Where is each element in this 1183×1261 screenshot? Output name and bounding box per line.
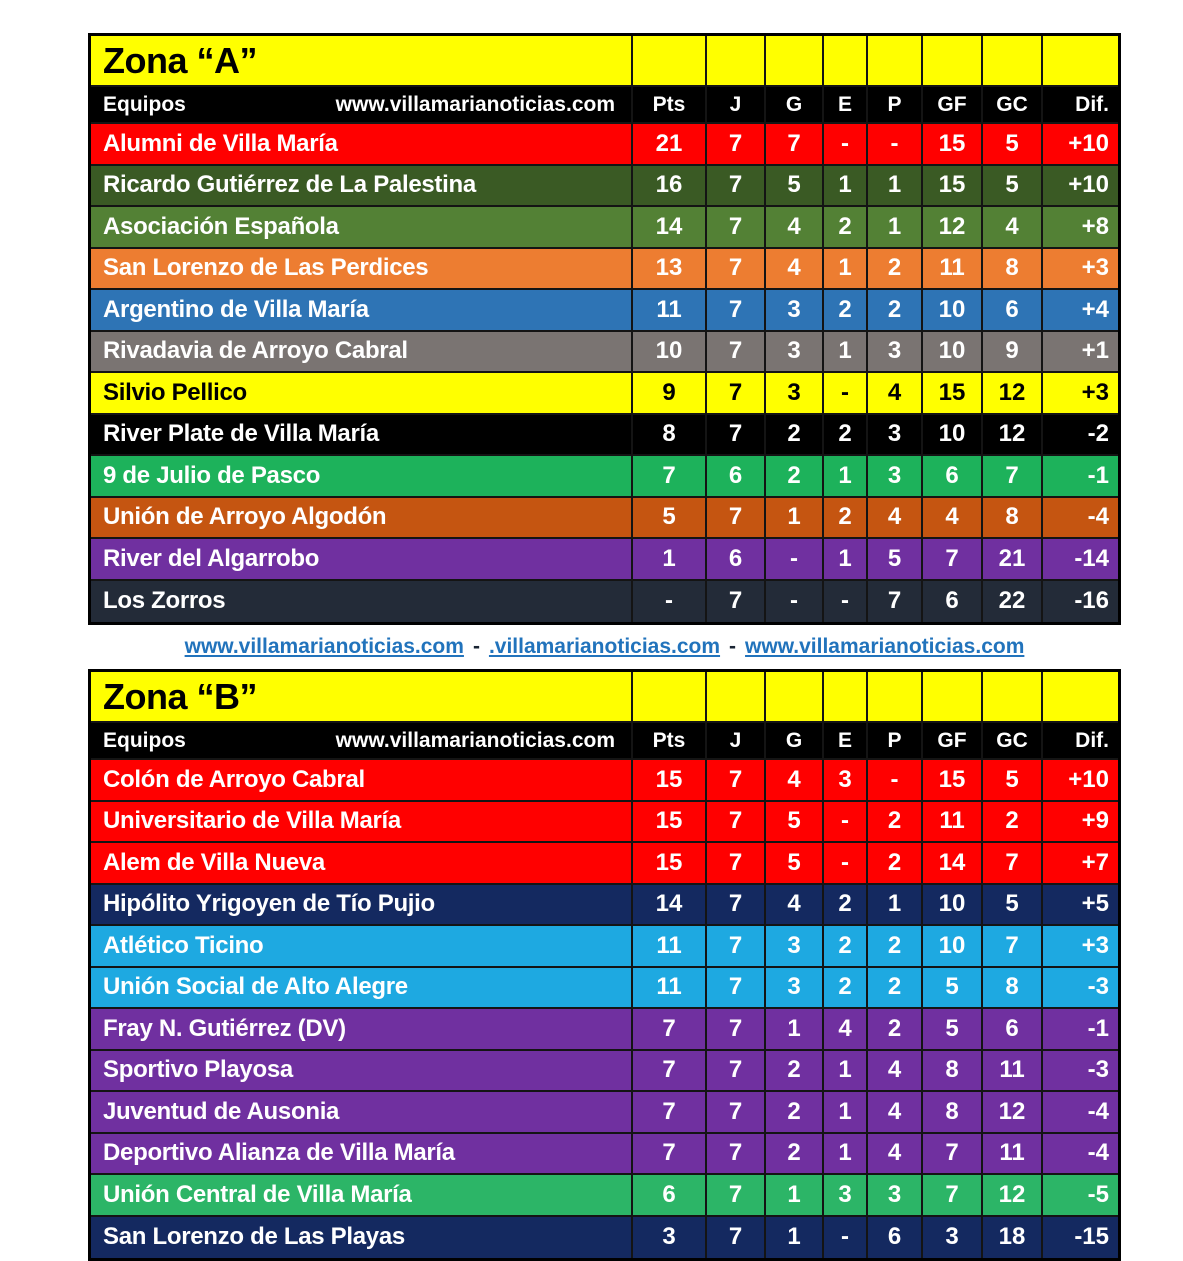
stat-cell: 7	[983, 926, 1043, 966]
site-link-2[interactable]: .villamarianoticias.com	[488, 635, 721, 658]
stat-cell: 18	[983, 1217, 1043, 1259]
stat-cell: 6	[868, 1217, 923, 1259]
link-separator: -	[729, 635, 737, 658]
zone-b-title: Zona “B”	[91, 672, 633, 721]
zone-b-header-row	[91, 672, 1118, 723]
stat-cell: 7	[923, 539, 983, 579]
stat-cell: 2	[824, 207, 868, 247]
zone-header-cell	[707, 36, 766, 85]
stat-cell: 15	[633, 760, 707, 800]
stat-cell: 7	[707, 332, 766, 372]
stat-cell: 7	[983, 843, 1043, 883]
stat-cell: -	[824, 802, 868, 842]
stat-cell: 3	[766, 373, 824, 413]
col-header-p: P	[868, 723, 923, 758]
col-header-dif: Dif.	[1043, 87, 1118, 122]
team-row	[91, 802, 1118, 844]
stat-cell: 7	[633, 1134, 707, 1174]
stat-cell: 7	[707, 885, 766, 925]
team-name-cell: Silvio Pellico	[91, 373, 633, 413]
team-name-cell: Juventud de Ausonia	[91, 1092, 633, 1132]
stat-cell: 3	[868, 1175, 923, 1215]
zone-b-rows	[91, 760, 1118, 1258]
stat-cell: 7	[707, 1217, 766, 1259]
stat-cell: +7	[1081, 848, 1109, 876]
stat-cell: 2	[824, 290, 868, 330]
stat-cell: 22	[983, 581, 1043, 623]
stat-cell: 15	[923, 373, 983, 413]
team-name-cell: Sportivo Playosa	[91, 1051, 633, 1091]
team-row	[91, 166, 1118, 208]
zone-header-cell	[824, 672, 868, 721]
col-header-g: G	[766, 87, 824, 122]
stat-cell: 9	[983, 332, 1043, 372]
stat-cell: +10	[1068, 765, 1109, 793]
stat-cell: 7	[707, 124, 766, 164]
team-row	[91, 249, 1118, 291]
site-link-3[interactable]: www.villamarianoticias.com	[745, 635, 1025, 658]
stat-cell: 11	[633, 968, 707, 1008]
stat-cell: 12	[983, 415, 1043, 455]
stat-cell: 1	[824, 539, 868, 579]
stat-cell: 4	[868, 373, 923, 413]
stat-cell: -	[824, 124, 868, 164]
stat-cell: 15	[923, 124, 983, 164]
team-row	[91, 885, 1118, 927]
stat-cell: 1	[824, 332, 868, 372]
zone-a-header-row	[91, 36, 1118, 87]
zone-header-cell	[983, 672, 1043, 721]
stat-cell: 11	[923, 802, 983, 842]
col-header-gc: GC	[983, 723, 1043, 758]
stat-cell: 11	[983, 1134, 1043, 1174]
stat-cell: +5	[1081, 890, 1109, 918]
stat-cell: 7	[633, 1009, 707, 1049]
team-name-cell: Universitario de Villa María	[91, 802, 633, 842]
team-name-cell: Colón de Arroyo Cabral	[91, 760, 633, 800]
stat-cell: 1	[824, 456, 868, 496]
stat-cell: 12	[923, 207, 983, 247]
stat-cell: 1	[824, 1092, 868, 1132]
team-name-cell: 9 de Julio de Pasco	[91, 456, 633, 496]
zone-header-cell	[707, 672, 766, 721]
stat-cell: 2	[824, 968, 868, 1008]
stat-cell: 7	[707, 373, 766, 413]
site-watermark: www.villamarianoticias.com	[335, 92, 615, 116]
team-row	[91, 843, 1118, 885]
stat-cell: 1	[766, 498, 824, 538]
team-name-cell: San Lorenzo de Las Playas	[91, 1217, 633, 1259]
stat-cell: -4	[1087, 503, 1109, 531]
stat-cell: 5	[766, 802, 824, 842]
stat-cell: 4	[868, 1134, 923, 1174]
stat-cell: 1	[633, 539, 707, 579]
stat-cell: 7	[707, 1051, 766, 1091]
stat-cell: 14	[923, 843, 983, 883]
stat-cell: 1	[824, 249, 868, 289]
zone-header-cell	[868, 672, 923, 721]
team-row	[91, 539, 1118, 581]
stat-cell: 4	[868, 1051, 923, 1091]
stat-cell: 7	[707, 249, 766, 289]
site-link-1[interactable]: www.villamarianoticias.com	[184, 635, 464, 658]
team-name-cell: River del Algarrobo	[91, 539, 633, 579]
stat-cell: 10	[923, 332, 983, 372]
stat-cell: 16	[633, 166, 707, 206]
zone-b-columns-header	[91, 723, 1118, 760]
team-name-cell: Ricardo Gutiérrez de La Palestina	[91, 166, 633, 206]
team-row	[91, 207, 1118, 249]
stat-cell: 7	[923, 1134, 983, 1174]
stat-cell: 4	[983, 207, 1043, 247]
stat-cell: 2	[766, 456, 824, 496]
stat-cell: -1	[1087, 461, 1109, 489]
zone-header-cell	[923, 36, 983, 85]
stat-cell: 2	[868, 249, 923, 289]
stat-cell: 10	[633, 332, 707, 372]
stat-cell: 4	[824, 1009, 868, 1049]
team-name-cell: Asociación Española	[91, 207, 633, 247]
col-header-p: P	[868, 87, 923, 122]
col-header-gf: GF	[923, 87, 983, 122]
stat-cell: 2	[824, 885, 868, 925]
stat-cell: 2	[868, 802, 923, 842]
team-row	[91, 456, 1118, 498]
stat-cell: 3	[824, 1175, 868, 1215]
stat-cell: +3	[1081, 254, 1109, 282]
team-name-cell: Los Zorros	[91, 581, 633, 623]
stat-cell: 2	[868, 1009, 923, 1049]
zone-a-rows	[91, 124, 1118, 622]
team-name-cell: Fray N. Gutiérrez (DV)	[91, 1009, 633, 1049]
stat-cell: 4	[766, 249, 824, 289]
equipos-label: Equipos	[103, 728, 186, 752]
stat-cell: 12	[983, 1175, 1043, 1215]
stat-cell: 15	[633, 802, 707, 842]
stat-cell: 10	[923, 885, 983, 925]
zona-a-table	[88, 33, 1121, 625]
team-row	[91, 1134, 1118, 1176]
stat-cell: -14	[1074, 544, 1109, 572]
stat-cell: 7	[707, 166, 766, 206]
zone-header-cell	[633, 672, 707, 721]
zone-a-columns-header	[91, 87, 1118, 124]
zone-header-cell	[923, 672, 983, 721]
stat-cell: -	[766, 581, 824, 623]
stat-cell: 11	[633, 290, 707, 330]
stat-cell: 14	[633, 885, 707, 925]
stat-cell: -2	[1087, 420, 1109, 448]
stat-cell: -	[824, 1217, 868, 1259]
team-name-cell: San Lorenzo de Las Perdices	[91, 249, 633, 289]
stat-cell: +10	[1068, 171, 1109, 199]
stat-cell: 13	[633, 249, 707, 289]
team-row	[91, 124, 1118, 166]
team-row	[91, 373, 1118, 415]
stat-cell: 10	[923, 926, 983, 966]
stat-cell: -15	[1074, 1223, 1109, 1251]
team-row	[91, 1092, 1118, 1134]
stat-cell: 1	[766, 1217, 824, 1259]
stat-cell: 3	[766, 332, 824, 372]
stat-cell: 8	[983, 968, 1043, 1008]
stat-cell: 5	[766, 166, 824, 206]
stat-cell: 14	[633, 207, 707, 247]
stat-cell: 8	[923, 1092, 983, 1132]
stat-cell: +9	[1081, 807, 1109, 835]
stat-cell: 21	[633, 124, 707, 164]
stat-cell: +3	[1081, 378, 1109, 406]
stat-cell: 3	[766, 290, 824, 330]
team-row	[91, 968, 1118, 1010]
stat-cell: -	[868, 760, 923, 800]
stat-cell: 5	[923, 968, 983, 1008]
team-row	[91, 1217, 1118, 1259]
stat-cell: 3	[868, 332, 923, 372]
stat-cell: 12	[983, 373, 1043, 413]
team-row	[91, 1051, 1118, 1093]
stat-cell: 3	[824, 760, 868, 800]
stat-cell: 2	[868, 926, 923, 966]
zone-header-cell	[1043, 36, 1118, 85]
stat-cell: 5	[923, 1009, 983, 1049]
col-header-e: E	[824, 87, 868, 122]
stat-cell: 7	[633, 1092, 707, 1132]
stat-cell: 2	[766, 1051, 824, 1091]
stat-cell: 5	[983, 760, 1043, 800]
stat-cell: 7	[707, 290, 766, 330]
stat-cell: -3	[1087, 973, 1109, 1001]
stat-cell: +1	[1081, 337, 1109, 365]
stat-cell: 4	[868, 498, 923, 538]
stat-cell: 6	[923, 581, 983, 623]
team-row	[91, 1009, 1118, 1051]
stat-cell: 2	[824, 498, 868, 538]
zone-header-cell	[868, 36, 923, 85]
stat-cell: 4	[766, 207, 824, 247]
stat-cell: -	[824, 843, 868, 883]
stat-cell: 2	[824, 926, 868, 966]
stat-cell: 4	[766, 885, 824, 925]
stat-cell: 6	[983, 1009, 1043, 1049]
stat-cell: 7	[633, 1051, 707, 1091]
stat-cell: 7	[707, 968, 766, 1008]
stat-cell: -	[868, 124, 923, 164]
team-name-cell: Unión de Arroyo Algodón	[91, 498, 633, 538]
stat-cell: 7	[707, 207, 766, 247]
stat-cell: -	[824, 581, 868, 623]
stat-cell: 2	[868, 290, 923, 330]
team-name-cell: Alem de Villa Nueva	[91, 843, 633, 883]
team-row	[91, 290, 1118, 332]
stat-cell: -	[633, 581, 707, 623]
stat-cell: 21	[983, 539, 1043, 579]
stat-cell: 4	[868, 1092, 923, 1132]
stat-cell: 1	[868, 166, 923, 206]
col-header-gf: GF	[923, 723, 983, 758]
zone-header-cell	[983, 36, 1043, 85]
stat-cell: 2	[824, 415, 868, 455]
stat-cell: -16	[1074, 587, 1109, 615]
team-name-cell: Rivadavia de Arroyo Cabral	[91, 332, 633, 372]
stat-cell: 2	[868, 968, 923, 1008]
team-row	[91, 415, 1118, 457]
stat-cell: 6	[983, 290, 1043, 330]
stat-cell: 7	[868, 581, 923, 623]
stat-cell: 3	[868, 415, 923, 455]
col-header-j: J	[707, 723, 766, 758]
stat-cell: 6	[633, 1175, 707, 1215]
stat-cell: 1	[868, 207, 923, 247]
team-name-cell: Unión Central de Villa María	[91, 1175, 633, 1215]
stat-cell: -	[766, 539, 824, 579]
stat-cell: 7	[707, 1009, 766, 1049]
stat-cell: 5	[766, 843, 824, 883]
stat-cell: 5	[868, 539, 923, 579]
col-header-gc: GC	[983, 87, 1043, 122]
stat-cell: 7	[707, 498, 766, 538]
stat-cell: -1	[1087, 1014, 1109, 1042]
stat-cell: 1	[766, 1009, 824, 1049]
equipos-label: Equipos	[103, 92, 186, 116]
stat-cell: 7	[707, 843, 766, 883]
stat-cell: 10	[923, 415, 983, 455]
stat-cell: 7	[707, 1134, 766, 1174]
stat-cell: 7	[707, 760, 766, 800]
stat-cell: +3	[1081, 931, 1109, 959]
site-watermark: www.villamarianoticias.com	[335, 728, 615, 752]
stat-cell: +10	[1068, 129, 1109, 157]
stat-cell: +4	[1081, 295, 1109, 323]
stat-cell: 4	[766, 760, 824, 800]
stat-cell: 7	[633, 456, 707, 496]
stat-cell: -4	[1087, 1097, 1109, 1125]
stat-cell: 8	[983, 249, 1043, 289]
stat-cell: 3	[766, 968, 824, 1008]
stat-cell: 7	[707, 415, 766, 455]
stat-cell: 10	[923, 290, 983, 330]
zone-header-cell	[824, 36, 868, 85]
team-name-cell: Atlético Ticino	[91, 926, 633, 966]
stat-cell: 3	[633, 1217, 707, 1259]
stat-cell: 5	[633, 498, 707, 538]
stat-cell: 1	[824, 1134, 868, 1174]
team-row	[91, 760, 1118, 802]
stat-cell: 8	[983, 498, 1043, 538]
stat-cell: 9	[633, 373, 707, 413]
stat-cell: 2	[766, 1092, 824, 1132]
stat-cell: 1	[868, 885, 923, 925]
stat-cell: 1	[766, 1175, 824, 1215]
stat-cell: 8	[923, 1051, 983, 1091]
stat-cell: 8	[633, 415, 707, 455]
stat-cell: 15	[923, 166, 983, 206]
stat-cell: 2	[983, 802, 1043, 842]
stat-cell: 6	[923, 456, 983, 496]
stat-cell: 6	[707, 539, 766, 579]
stat-cell: 15	[923, 760, 983, 800]
team-name-cell: River Plate de Villa María	[91, 415, 633, 455]
stat-cell: 5	[983, 166, 1043, 206]
zone-header-cell	[633, 36, 707, 85]
stat-cell: 7	[923, 1175, 983, 1215]
stat-cell: 7	[707, 1092, 766, 1132]
stat-cell: 7	[983, 456, 1043, 496]
team-name-cell: Argentino de Villa María	[91, 290, 633, 330]
team-name-cell: Deportivo Alianza de Villa María	[91, 1134, 633, 1174]
stat-cell: 7	[707, 926, 766, 966]
stat-cell: 7	[707, 581, 766, 623]
col-header-g: G	[766, 723, 824, 758]
stat-cell: 2	[766, 1134, 824, 1174]
team-name-cell: Unión Social de Alto Alegre	[91, 968, 633, 1008]
team-name-cell: Alumni de Villa María	[91, 124, 633, 164]
stat-cell: 7	[707, 802, 766, 842]
col-header-e: E	[824, 723, 868, 758]
team-row	[91, 581, 1118, 623]
stat-cell: 2	[766, 415, 824, 455]
team-row	[91, 926, 1118, 968]
zone-header-cell	[1043, 672, 1118, 721]
stat-cell: -4	[1087, 1139, 1109, 1167]
stat-cell: -	[824, 373, 868, 413]
col-header-pts: Pts	[633, 87, 707, 122]
stat-cell: 7	[766, 124, 824, 164]
team-row	[91, 498, 1118, 540]
zona-b-table	[88, 669, 1121, 1261]
stat-cell: 1	[824, 1051, 868, 1091]
zone-header-cell	[766, 672, 824, 721]
stat-cell: -3	[1087, 1056, 1109, 1084]
stat-cell: 3	[923, 1217, 983, 1259]
stat-cell: 7	[707, 1175, 766, 1215]
stat-cell: 11	[633, 926, 707, 966]
col-header-dif: Dif.	[1043, 723, 1118, 758]
stat-cell: 11	[923, 249, 983, 289]
col-header-j: J	[707, 87, 766, 122]
stat-cell: 3	[868, 456, 923, 496]
zone-a-title: Zona “A”	[91, 36, 633, 85]
stat-cell: 5	[983, 885, 1043, 925]
stat-cell: 1	[824, 166, 868, 206]
zone-header-cell	[766, 36, 824, 85]
team-row	[91, 332, 1118, 374]
stat-cell: 5	[983, 124, 1043, 164]
stat-cell: +8	[1081, 212, 1109, 240]
links-row	[88, 625, 1121, 669]
stat-cell: 3	[766, 926, 824, 966]
team-name-cell: Hipólito Yrigoyen de Tío Pujio	[91, 885, 633, 925]
stat-cell: 2	[868, 843, 923, 883]
col-header-pts: Pts	[633, 723, 707, 758]
stat-cell: 4	[923, 498, 983, 538]
link-separator: -	[472, 635, 480, 658]
team-row	[91, 1175, 1118, 1217]
stat-cell: -5	[1087, 1180, 1109, 1208]
stat-cell: 11	[983, 1051, 1043, 1091]
stat-cell: 15	[633, 843, 707, 883]
stat-cell: 12	[983, 1092, 1043, 1132]
stat-cell: 6	[707, 456, 766, 496]
